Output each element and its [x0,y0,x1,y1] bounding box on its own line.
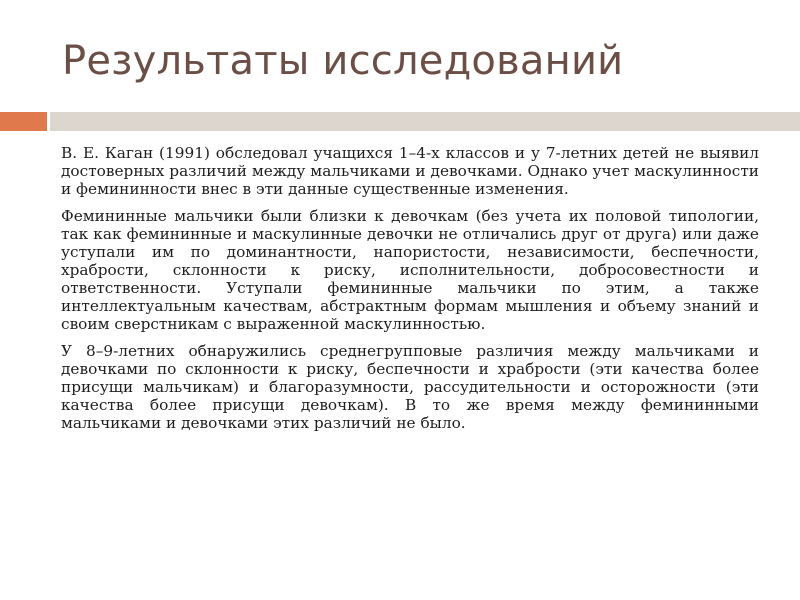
slide-title: Результаты исследований [62,38,624,84]
accent-bar [0,112,47,131]
paragraph-3: У 8–9-летних обнаружились среднегрупповые различия между мальчиками и девочками по склонности к риску, беспечности и храбрости (эти качества более присущи мальчикам) и благоразумности, рассудительности и осторожности (эти качества более присущи девочкам). В то же время между фемининными мальчиками и девочками этих различий не было. [61,342,759,432]
header-divider-bar [50,112,800,131]
paragraph-2: Фемининные мальчики были близки к девочкам (без учета их половой типологии, так как фемининные и маскулинные девочки не отличались друг от друга) или даже уступали им по доминантности, напористости, независимости, беспечности, храбрости, склонности к риску, исполнительности, добросовестности и ответственности. Уступали фемининные мальчики по этим, а также интеллектуальным качествам, абстрактным формам мышления и объему знаний и своим сверстникам с выраженной маскулинностью. [61,207,759,333]
slide-body [61,144,759,441]
paragraph-1: В. Е. Каган (1991) обследовал учащихся 1–4-х классов и у 7-летних детей не выявил достоверных различий между мальчиками и девочками. Однако учет маскулинности и фемининности внес в эти данные существенные изменения. [61,144,759,198]
